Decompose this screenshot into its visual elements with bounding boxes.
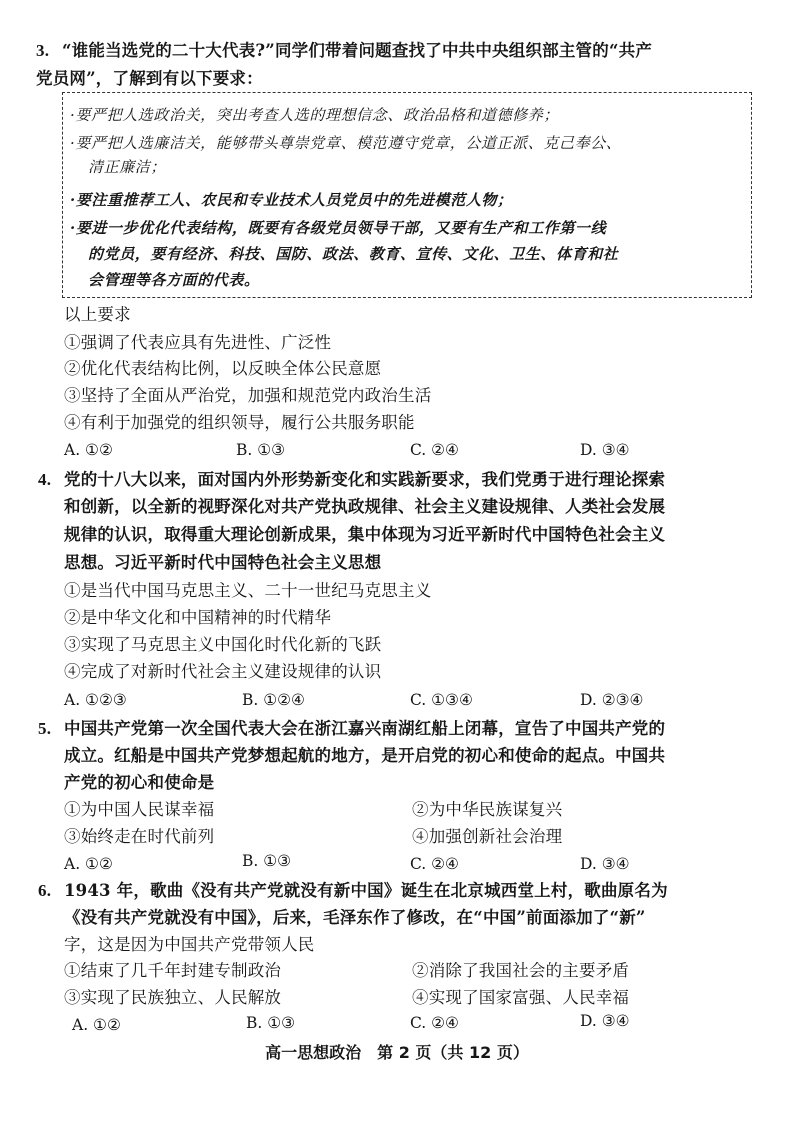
requirement-line: 的党员，要有经济、科技、国防、政法、教育、宣传、文化、卫生、体育和社 — [88, 245, 619, 263]
statement-item: ③坚持了全面从严治党，加强和规范党内政治生活 — [64, 386, 432, 405]
statement-item: ②消除了我国社会的主要矛盾 — [412, 961, 630, 980]
statement-item: ④实现了国家富强、人民幸福 — [412, 988, 630, 1007]
option-a: A. ①② — [72, 1016, 121, 1034]
question-stem-line: 产党的初心和使命是 — [64, 773, 215, 792]
question-number: 3. — [36, 41, 50, 60]
question-number: 4. — [38, 470, 52, 489]
requirement-line: 清正廉洁； — [88, 158, 167, 176]
question-stem-line: 字，这是因为中国共产党带领人民 — [64, 935, 315, 954]
option-d: D. ③④ — [580, 855, 630, 873]
statement-item: ②优化代表结构比例，以反映全体公民意愿 — [64, 359, 382, 378]
statement-item: ④加强创新社会治理 — [412, 827, 563, 846]
requirement-line: ·要注重推荐工人、农民和专业技术人员党员中的先进模范人物； — [70, 191, 513, 209]
statement-item: ③实现了马克思主义中国化时代化新的飞跃 — [64, 635, 382, 654]
question-number: 6. — [38, 881, 52, 900]
statement-item: ①为中国人民谋幸福 — [64, 800, 215, 819]
option-d: D. ③④ — [580, 441, 630, 459]
requirement-line: ·要严把人选政治关，突出考查人选的理想信念、政治品格和道德修养； — [70, 106, 559, 124]
question-stem-line: 《没有共产党就没有中国》，后来，毛泽东作了修改，在“中国”前面添加了“新” — [64, 908, 646, 927]
requirement-line: 会管理等各方面的代表。 — [88, 271, 260, 289]
option-c: C. ②④ — [410, 441, 459, 459]
option-b: B. ①②④ — [242, 691, 305, 709]
statement-item: ④完成了对新时代社会主义建设规律的认识 — [64, 662, 382, 681]
option-c: C. ②④ — [410, 1014, 459, 1032]
statement-item: ③实现了民族独立、人民解放 — [64, 988, 282, 1007]
option-a: A. ①② — [64, 855, 113, 873]
statement-item: ②为中华民族谋复兴 — [412, 800, 563, 819]
question-stem-line: 思想。习近平新时代中国特色社会主义思想 — [64, 553, 382, 572]
option-a: A. ①② — [64, 441, 113, 459]
requirement-line: ·要进一步优化代表结构，既要有各级党员领导干部，又要有生产和工作第一线 — [70, 219, 607, 237]
statement-item: ①结束了几千年封建专制政治 — [64, 961, 282, 980]
option-b: B. ①③ — [246, 1014, 296, 1032]
question-stem-line: 和创新，以全新的视野深化对共产党执政规律、社会主义建设规律、人类社会发展 — [64, 497, 666, 516]
option-c: C. ②④ — [410, 855, 459, 873]
option-b: B. ①③ — [236, 441, 286, 459]
option-a: A. ①②③ — [64, 691, 127, 709]
page-footer: 高一思想政治 第 2 页（共 12 页） — [265, 1043, 529, 1062]
question-lead: 以上要求 — [64, 305, 131, 324]
option-b: B. ①③ — [242, 852, 292, 870]
question-number: 5. — [38, 719, 52, 738]
requirement-line: ·要严把人选廉洁关，能够带头尊崇党章、模范遵守党章，公道正派、克己奉公、 — [70, 134, 622, 152]
question-stem-line: 规律的认识，取得重大理论创新成果，集中体现为习近平新时代中国特色社会主义 — [64, 525, 666, 544]
question-stem-line: 党员网”，了解到有以下要求： — [36, 69, 263, 88]
question-stem-line: 党的十八大以来，面对国内外形势新变化和实践新要求，我们党勇于进行理论探索 — [64, 470, 666, 489]
option-d: D. ②③④ — [580, 691, 644, 709]
statement-item: ④有利于加强党的组织领导，履行公共服务职能 — [64, 413, 415, 432]
option-c: C. ①③④ — [410, 691, 473, 709]
option-d: D. ③④ — [580, 1012, 630, 1030]
statement-item: ①强调了代表应具有先进性、广泛性 — [64, 333, 332, 352]
statement-item: ②是中华文化和中国精神的时代精华 — [64, 608, 332, 627]
question-stem-line: 中国共产党第一次全国代表大会在浙江嘉兴南湖红船上闭幕，宣告了中国共产党的 — [64, 719, 666, 738]
statement-item: ①是当代中国马克思主义、二十一世纪马克思主义 — [64, 581, 432, 600]
question-stem-line: “谁能当选党的二十大代表?”同学们带着问题查找了中共中央组织部主管的“共产 — [62, 41, 653, 60]
statement-item: ③始终走在时代前列 — [64, 827, 215, 846]
question-stem-line: 成立。红船是中国共产党梦想起航的地方，是开启党的初心和使命的起点。中国共 — [64, 746, 666, 765]
question-stem-line: 1943 年，歌曲《没有共产党就没有新中国》诞生在北京城西堂上村，歌曲原名为 — [64, 881, 668, 900]
